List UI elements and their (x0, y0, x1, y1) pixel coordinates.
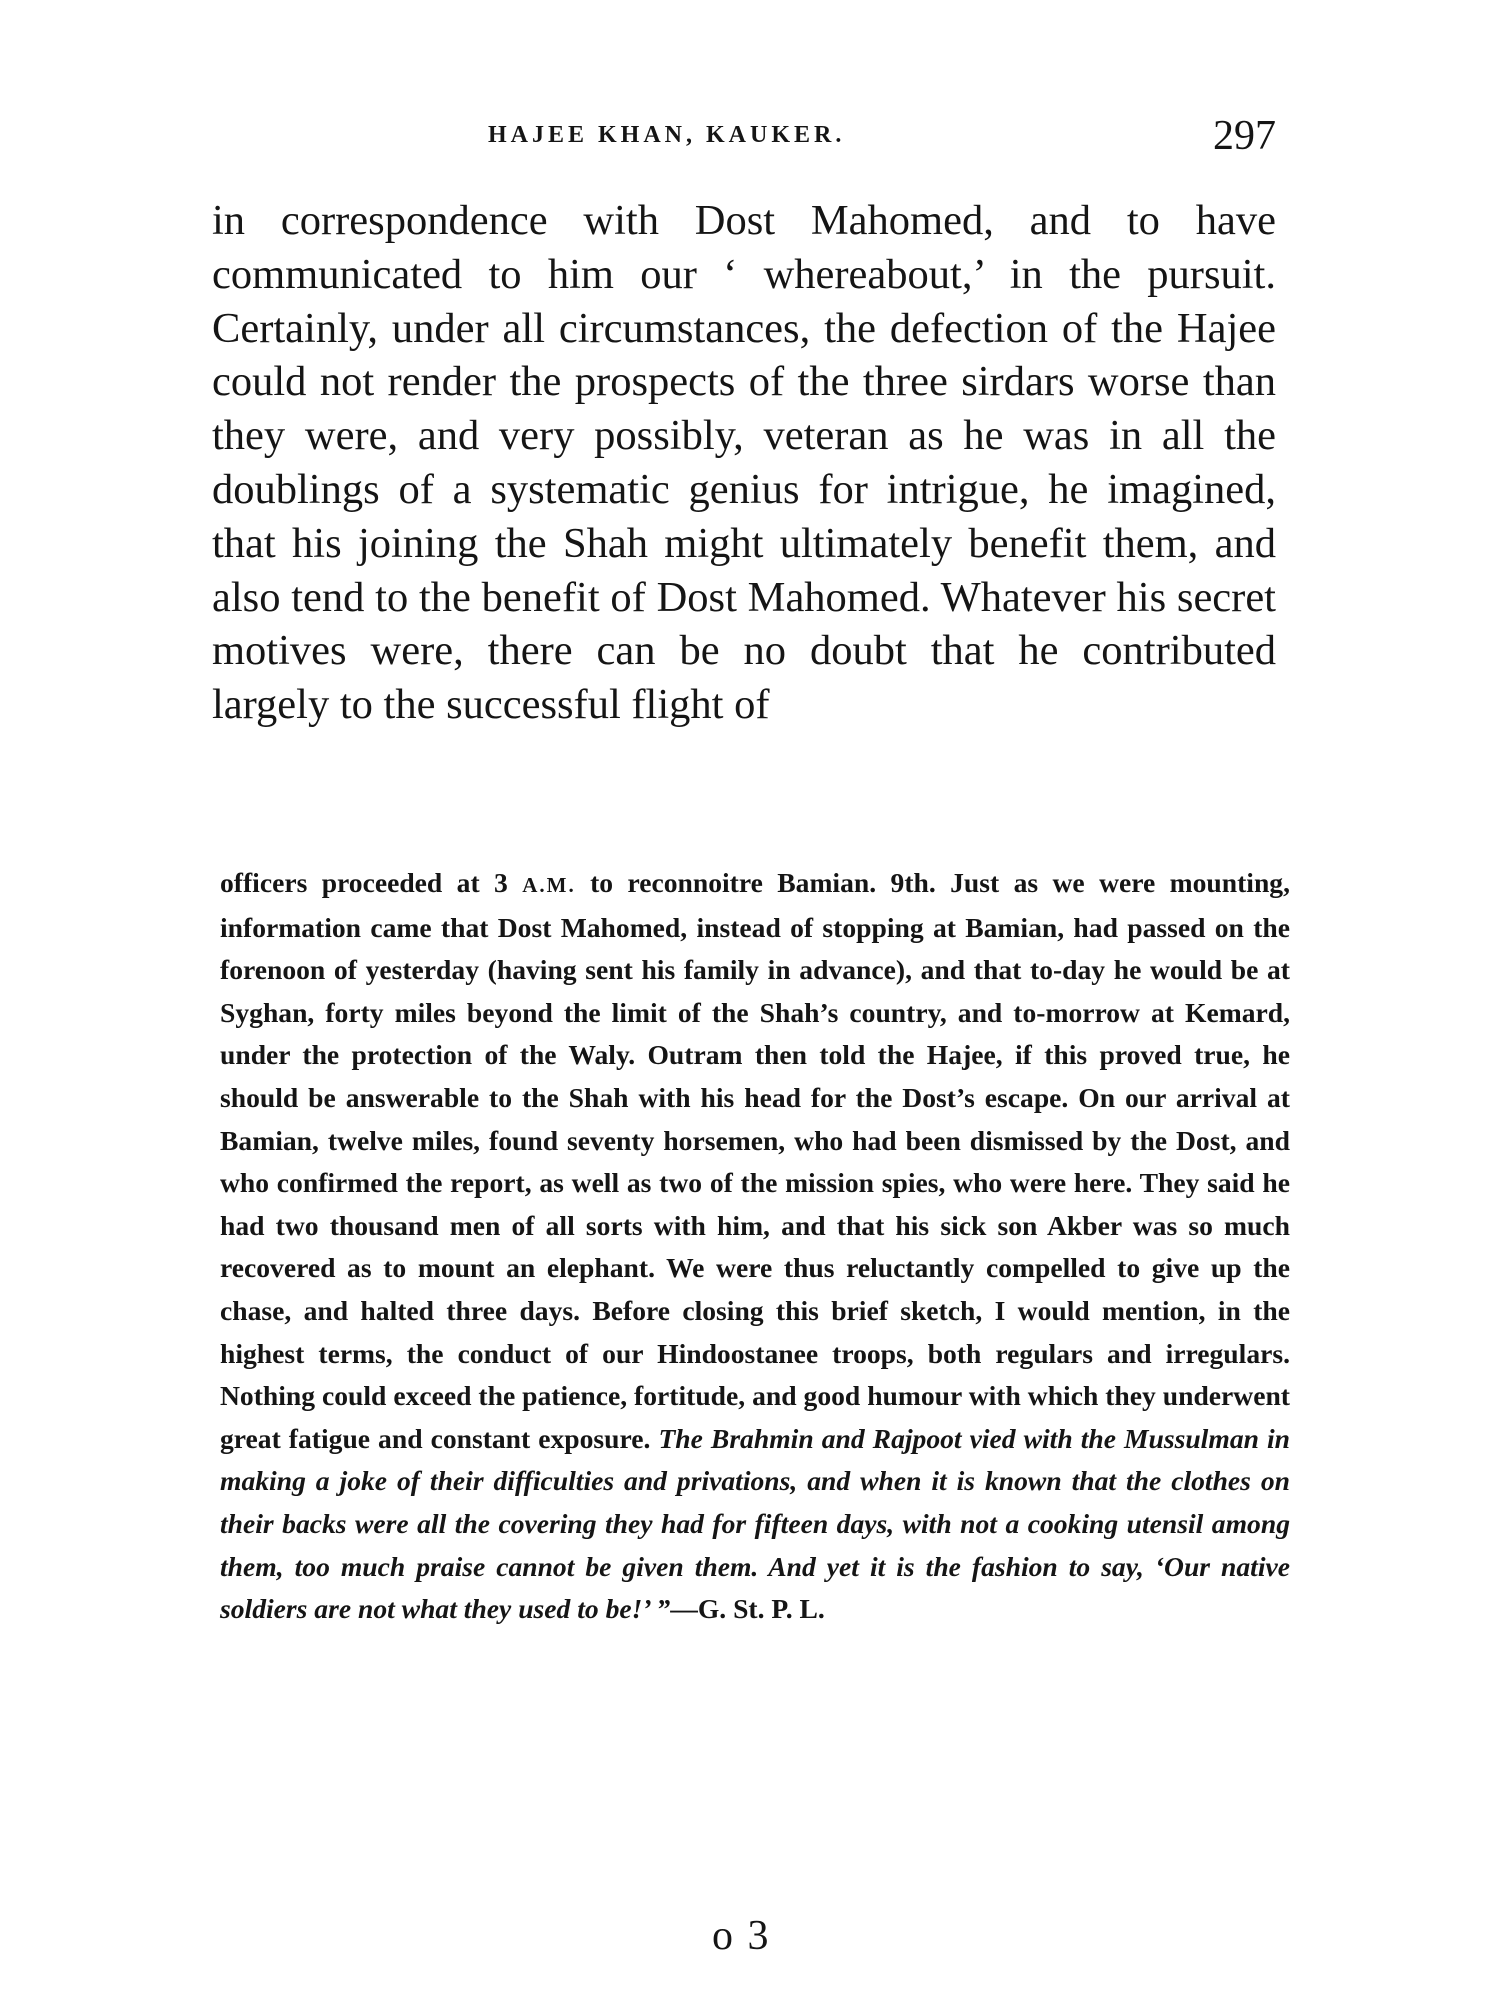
footnote-time-abbrev: A.M. (522, 873, 576, 897)
footnote-text-body: to reconnoitre Bamian. 9th. Just as we were mounting, information came that Dost Mahomed, instead of stopping at Bamian, had passed on the forenoon of yesterday (having sent his family in advance), and that to-day he would be at Syghan, forty miles beyond the limit of the Shah’s country, and to-morrow at Kemard, under the protection of the Waly. Outram then told the Hajee, if this proved true, he should be answerable to the Shah with his head for the Dost’s escape. On our arrival at Bamian, twelve miles, found seventy horsemen, who had been dismissed by the Dost, and who confirmed the report, as well as two of the mission spies, who were here. They said he had two thousand men of all sorts with him, and that his sick son Akber was so much recovered as to mount an elephant. We were thus reluctantly compelled to give up the chase, and halted three days. Before closing this brief sketch, I would mention, in the highest terms, the conduct of our Hindoostanee troops, both regulars and irregulars. Nothing could exceed the patience, fortitude, and good humour with which they underwent great fatigue and constant exposure. (220, 867, 1290, 1454)
footnote-attribution: —G. St. P. L. (670, 1593, 825, 1625)
page-header (212, 112, 1276, 162)
footnote-italic-quote: The Brahmin and Rajpoot vied with the Mussulman in making a joke of their difficulties and privations, and when it is known that the clothes on their backs were all the covering they had for fifteen days, with not a cooking utensil among them, too much praise cannot be given them. And yet it is the fashion to say, ‘Our native soldiers are not what they used to be!’ ” (220, 1422, 1290, 1625)
running-head: HAJEE KHAN, KAUKER. (488, 122, 846, 148)
page-number: 297 (1213, 113, 1276, 159)
footnote-text-start: officers proceeded at 3 (220, 867, 523, 898)
main-paragraph: in correspondence with Dost Mahomed, and to have communicated to him our ‘ whereabout,’ in the pursuit. Certainly, under all circumstances, the defection of the Hajee could not render the prospects of the three sirdars worse than they were, and very possibly, veteran as he was in all the doublings of a systematic genius for intrigue, he imagined, that his joining the Shah might ultimately benefit them, and also tend to the benefit of Dost Mahomed. Whatever his secret motives were, there can be no doubt that he contributed largely to the successful flight of (212, 197, 1276, 729)
signature-mark: o 3 (712, 1913, 771, 1959)
footnote (220, 862, 1290, 1631)
